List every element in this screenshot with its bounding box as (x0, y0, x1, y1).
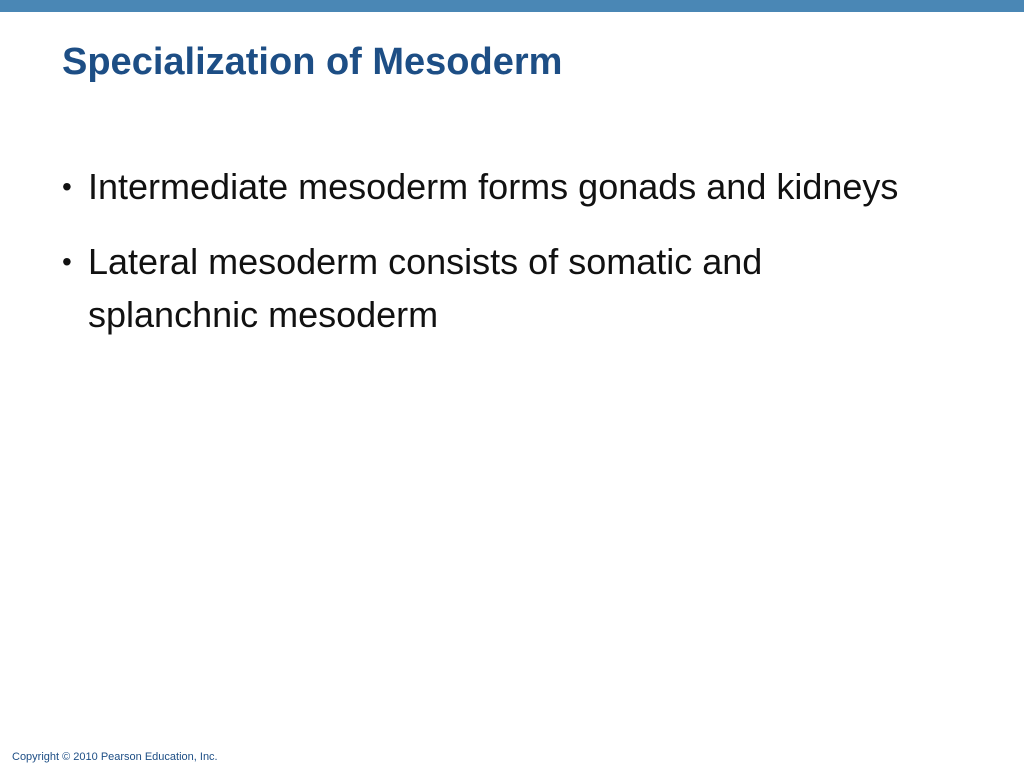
bullet-item (62, 160, 942, 213)
slide-title: Specialization of Mesoderm (62, 41, 563, 83)
bullet-text: Intermediate mesoderm forms gonads and kidneys (88, 166, 899, 207)
bullet-icon: • (62, 246, 72, 277)
bullet-item (62, 235, 942, 341)
top-accent-bar (0, 0, 1024, 12)
copyright-footer: Copyright © 2010 Pearson Education, Inc. (12, 751, 218, 763)
bullet-list (62, 160, 942, 363)
bullet-text: Lateral mesoderm consists of somatic and splanchnic mesoderm (88, 241, 763, 335)
bullet-icon: • (62, 171, 72, 202)
